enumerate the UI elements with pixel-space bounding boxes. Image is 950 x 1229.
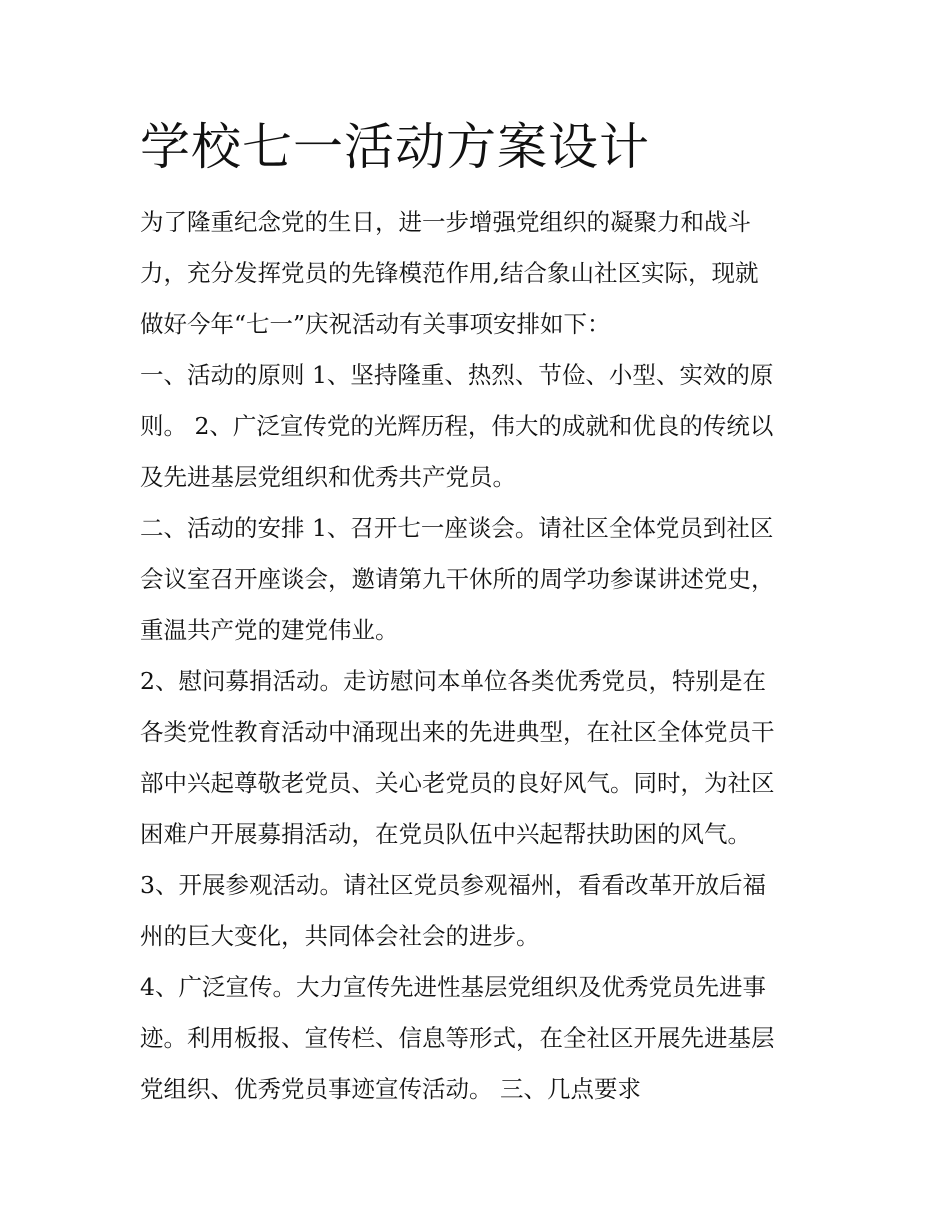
body-line: 则。 2、广泛宣传党的光辉历程，伟大的成就和优良的传统以 [140,412,774,440]
body-line: 4、广泛宣传。大力宣传先进性基层党组织及优秀党员先进事 [140,973,766,1001]
document-title: 学校七一活动方案设计 [140,118,650,176]
body-line: 及先进基层党组织和优秀共产党员。 [140,463,516,491]
body-line: 力，充分发挥党员的先锋模范作用,结合象山社区实际，现就 [140,259,759,287]
body-line: 重温共产党的建党伟业。 [140,616,399,644]
body-line: 党组织、优秀党员事迹宣传活动。 三、几点要求 [140,1075,641,1103]
body-line: 为了隆重纪念党的生日，进一步增强党组织的凝聚力和战斗 [140,208,751,236]
body-line: 3、开展参观活动。请社区党员参观福州，看看改革开放后福 [140,871,766,899]
document-body [140,197,820,1115]
body-line: 会议室召开座谈会，邀请第九干休所的周学功参谋讲述党史， [140,565,775,593]
body-line: 一、活动的原则 1、坚持隆重、热烈、节俭、小型、实效的原 [140,361,774,389]
body-line: 做好今年“七一”庆祝活动有关事项安排如下： [140,310,611,338]
body-line: 部中兴起尊敬老党员、关心老党员的良好风气。同时，为社区 [140,769,775,797]
body-line: 二、活动的安排 1、召开七一座谈会。请社区全体党员到社区 [140,514,774,542]
body-line: 困难户开展募捐活动，在党员队伍中兴起帮扶助困的风气。 [140,820,751,848]
body-line: 迹。利用板报、宣传栏、信息等形式，在全社区开展先进基层 [140,1024,775,1052]
body-line: 各类党性教育活动中涌现出来的先进典型，在社区全体党员干 [140,718,775,746]
body-line: 州的巨大变化，共同体会社会的进步。 [140,922,540,950]
body-line: 2、慰问募捐活动。走访慰问本单位各类优秀党员，特别是在 [140,667,766,695]
